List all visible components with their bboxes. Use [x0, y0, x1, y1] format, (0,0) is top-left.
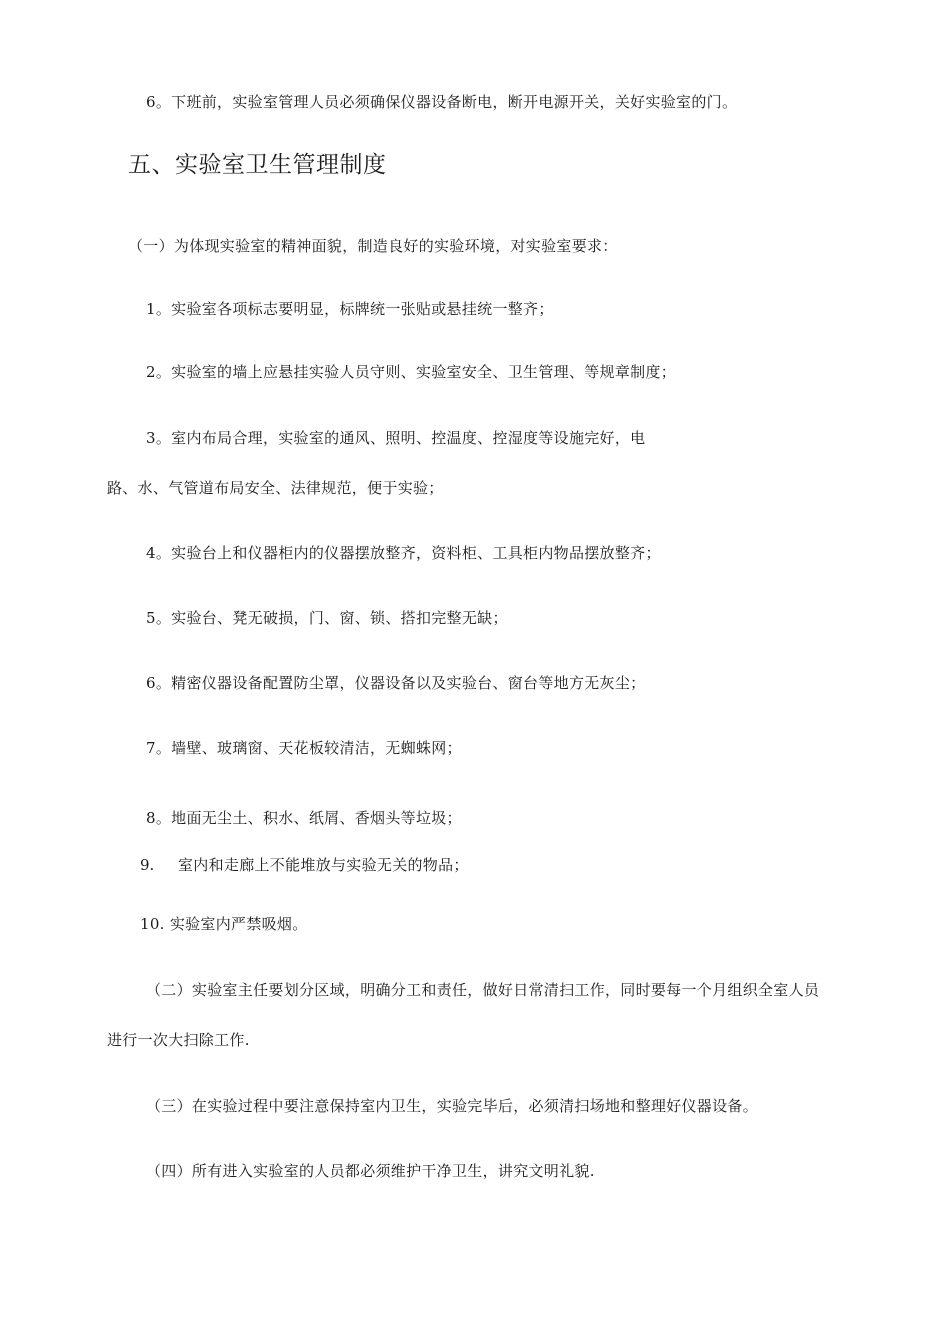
list-item-9-number: 9.: [140, 856, 155, 874]
list-item-2: 2。实验室的墙上应悬挂实验人员守则、实验室安全、卫生管理、等规章制度；: [146, 363, 677, 381]
list-item-4: 4。实验台上和仪器柜内的仪器摆放整齐，资料柜、工具柜内物品摆放整齐；: [146, 544, 661, 562]
subsection-2-line-1: （二）实验室主任要划分区域，明确分工和责任，做好日常清扫工作，同时要每一个月组织全室人员: [146, 981, 820, 999]
list-item-10: 10. 实验室内严禁吸烟。: [140, 915, 308, 933]
section-title: 五、实验室卫生管理制度: [128, 152, 387, 178]
list-item-5: 5。实验台、凳无破损，门、窗、锁、搭扣完整无缺；: [146, 609, 508, 627]
list-item-8: 8。地面无尘土、积水、纸屑、香烟头等垃圾；: [146, 809, 462, 827]
list-item-1: 1。实验室各项标志要明显，标牌统一张贴或悬挂统一整齐；: [146, 300, 554, 318]
subsection-1: （一）为体现实验室的精神面貌，制造良好的实验环境，对实验室要求：: [128, 237, 618, 255]
list-item-3-continued: 路、水、气管道布局安全、法律规范，便于实验；: [107, 479, 444, 497]
subsection-3: （三）在实验过程中要注意保持室内卫生，实验完毕后，必须清扫场地和整理好仪器设备。: [146, 1097, 759, 1115]
list-item-7: 7。墙壁、玻璃窗、天花板较清洁，无蜘蛛网；: [146, 739, 462, 757]
intro-item-6: 6。下班前，实验室管理人员必须确保仪器设备断电，断开电源开关，关好实验室的门。: [146, 93, 738, 111]
list-item-9-text: 室内和走廊上不能堆放与实验无关的物品；: [178, 856, 469, 874]
list-item-6: 6。精密仪器设备配置防尘罩，仪器设备以及实验台、窗台等地方无灰尘；: [146, 674, 646, 692]
subsection-2-line-2: 进行一次大扫除工作.: [107, 1031, 250, 1049]
subsection-4: （四）所有进入实验室的人员都必须维护干净卫生，讲究文明礼貌.: [146, 1162, 595, 1180]
list-item-3: 3。室内布局合理，实验室的通风、照明、控温度、控湿度等设施完好，电: [146, 429, 646, 447]
